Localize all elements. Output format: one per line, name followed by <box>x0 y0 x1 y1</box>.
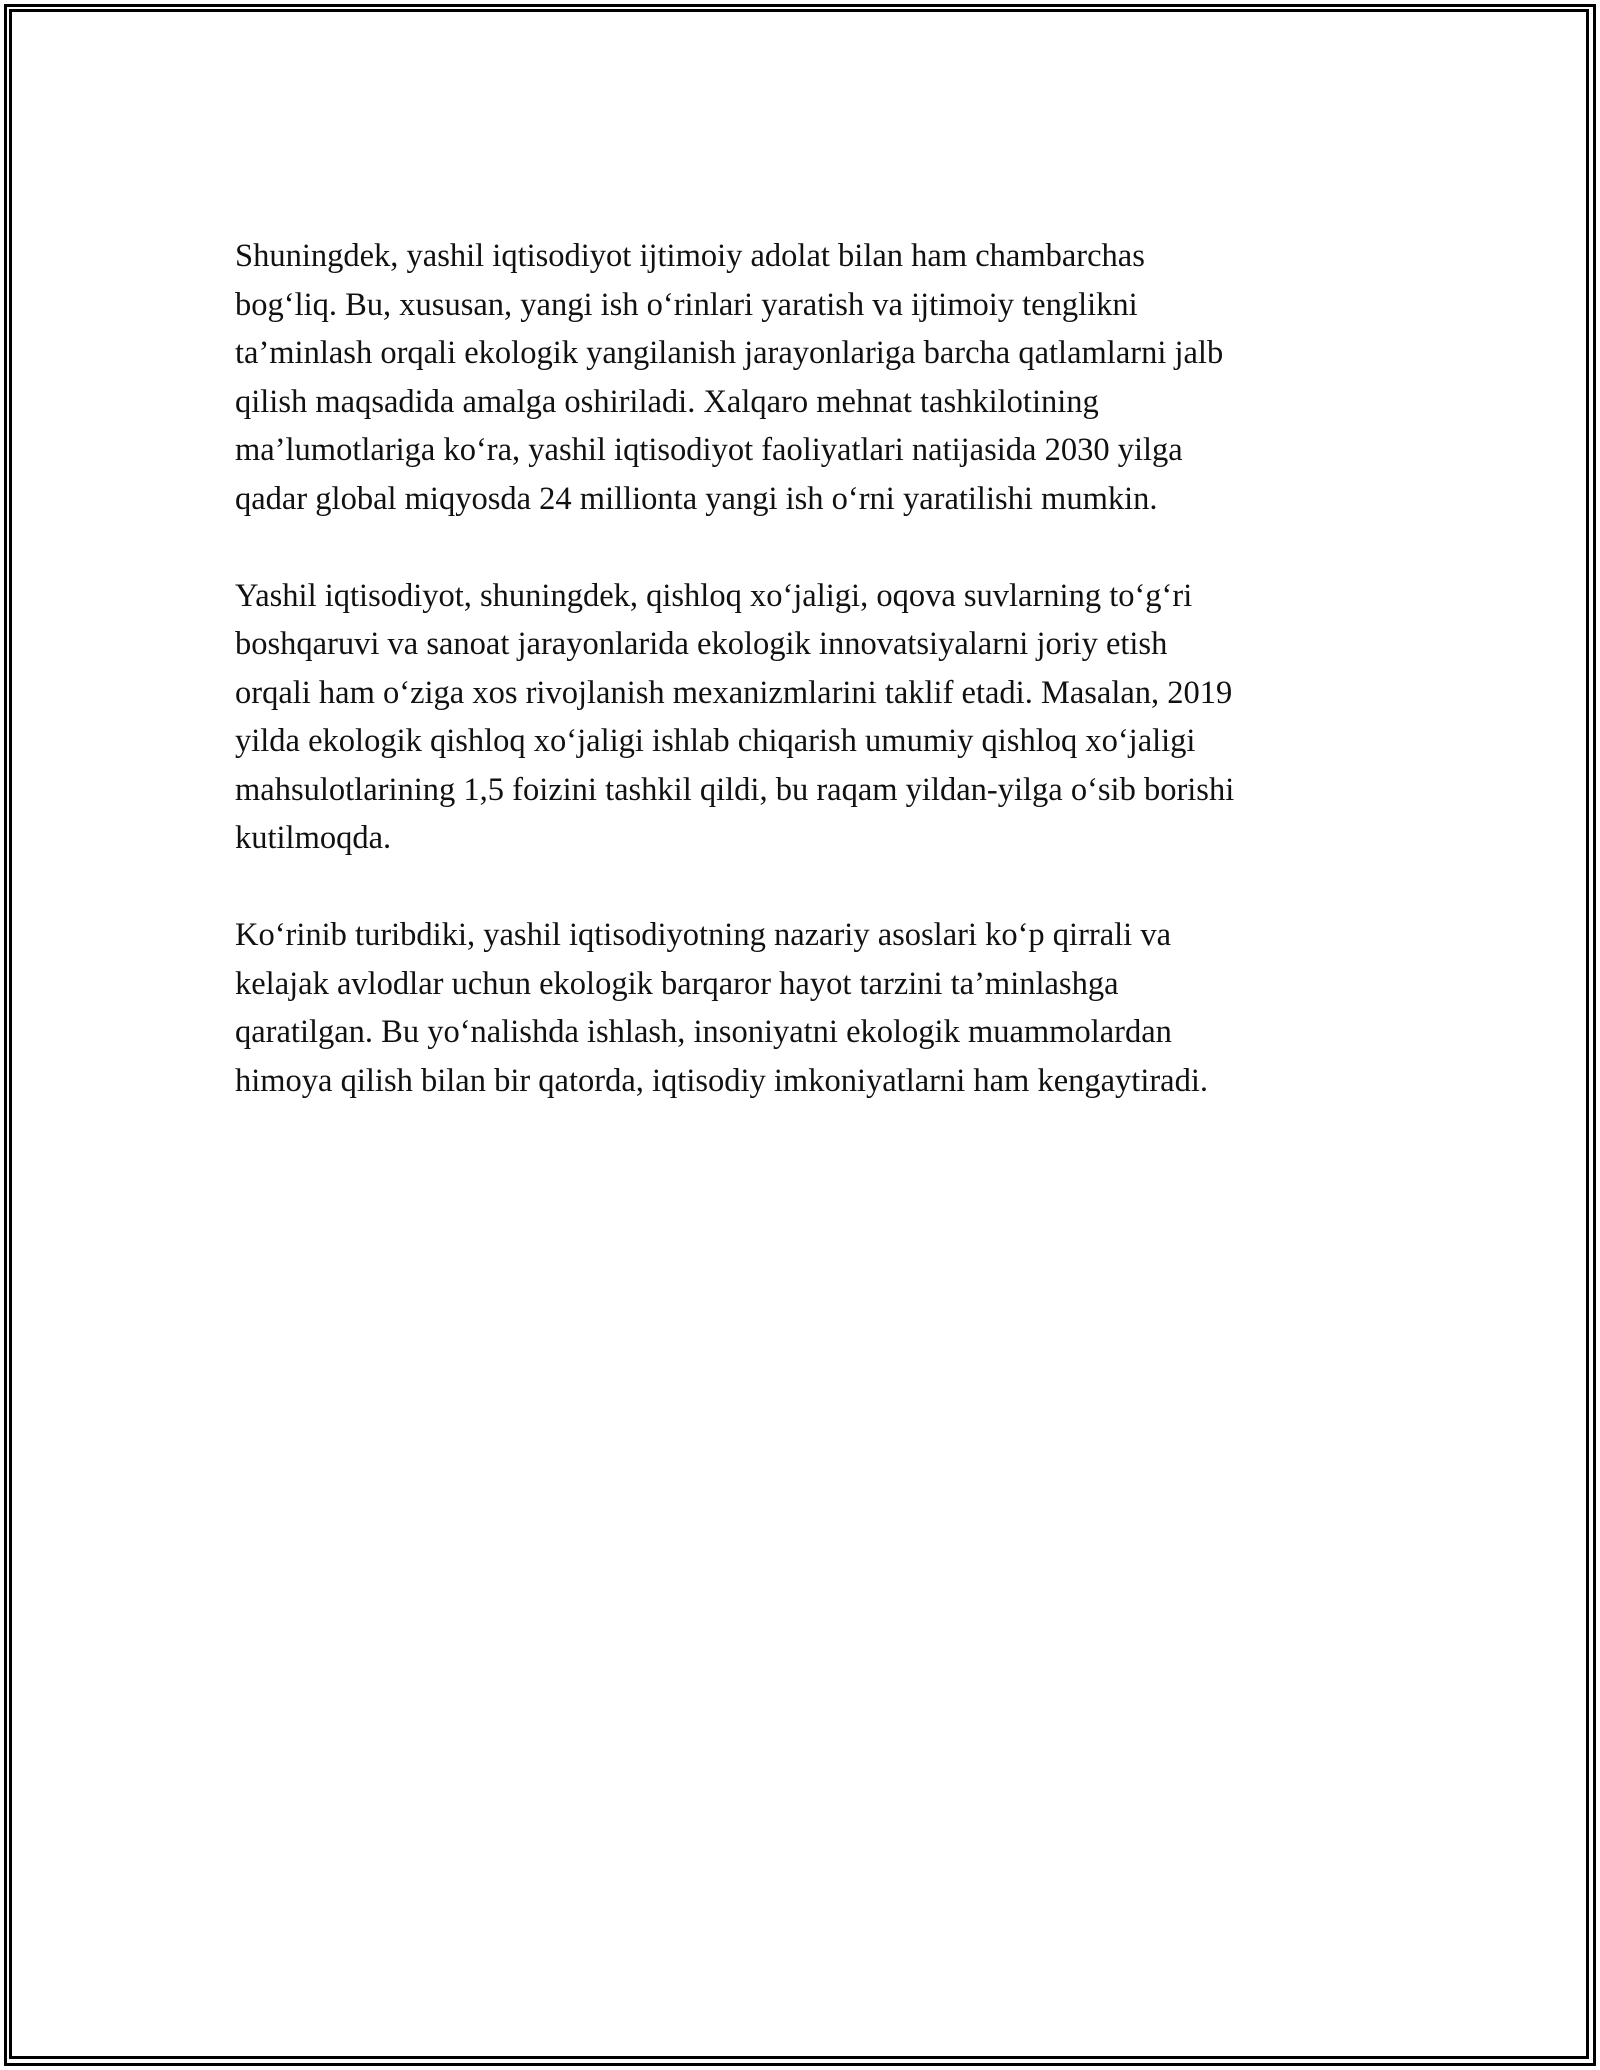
paragraph-1: Shuningdek, yashil iqtisodiyot ijtimoiy adolat bilan ham chambarchas bog‘liq. Bu, xususan, yangi ish o‘rinlari yaratish va ijtimoiy tenglikni ta’minlash orqali ekologik yangilanish jarayonlariga barcha qatlamlarni jalb qilish maqsadida amalga oshiriladi. Xalqaro mehnat tashkilotining ma’lumotlariga ko‘ra, yashil iqtisodiyot faoliyatlari natijasida 2030 yilga qadar global miqyosda 24 millionta yangi ish o‘rni yaratilishi mumkin. <box>235 238 1224 517</box>
paragraph-3: Ko‘rinib turibdiki, yashil iqtisodiyotning nazariy asoslari ko‘p qirrali va kelajak avlodlar uchun ekologik barqaror hayot tarzini ta’minlashga qaratilgan. Bu yo‘nalishda ishlash, insoniyatni ekologik muammolardan himoya qilish bilan bir qatorda, iqtisodiy imkoniyatlarni ham kengaytiradi. <box>235 917 1209 1099</box>
document-body <box>235 232 1365 1154</box>
paragraph-2: Yashil iqtisodiyot, shuningdek, qishloq xo‘jaligi, oqova suvlarning to‘g‘ri boshqaruvi va sanoat jarayonlarida ekologik innovatsiyalarni joriy etish orqali ham o‘ziga xos rivojlanish mexanizmlarini taklif etadi. Masalan, 2019 yilda ekologik qishloq xo‘jaligi ishlab chiqarish umumiy qishloq xo‘jaligi mahsulotlarining 1,5 foizini tashkil qildi, bu raqam yildan-yilga o‘sib borishi kutilmoqda. <box>235 577 1235 856</box>
